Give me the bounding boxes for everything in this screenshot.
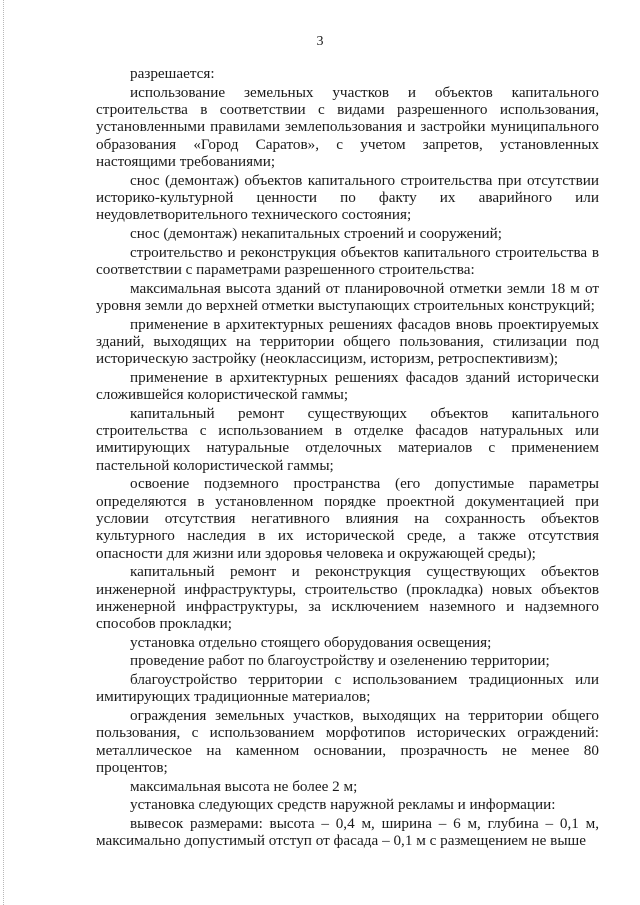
paragraph: максимальная высота не более 2 м;	[130, 777, 358, 795]
paragraph: использование земельных участков и объектов капитального строительства в соответствии с видами разрешенного использования, установленными правилами землепользования и застройки муниципального образования «Город Саратов», с учетом запретов, установленных настоящими требованиями;	[96, 83, 599, 170]
paragraph: проведение работ по благоустройству и озеленению территории;	[130, 652, 550, 670]
paragraph: установка следующих средств наружной рекламы и информации:	[130, 796, 556, 814]
paragraph: строительство и реконструкция объектов капитального строительства в соответствии с параметрами разрешенного строительства:	[96, 243, 599, 278]
paragraph: снос (демонтаж) некапитальных строений и сооружений;	[130, 224, 503, 242]
paragraph: снос (демонтаж) объектов капитального строительства при отсутствии историко-культурной ценности по факту их аварийного или неудовлетворительного технического состояния;	[96, 171, 599, 224]
paragraph: капитальный ремонт существующих объектов капитального строительства с использованием в отделке фасадов натуральных или имитирующих натуральные отделочных материалов с применением пастельной колористической гаммы;	[96, 404, 599, 474]
page-edge-line	[3, 0, 4, 905]
paragraph: применение в архитектурных решениях фасадов зданий исторически сложившейся колористической гаммы;	[96, 368, 599, 404]
paragraph: вывесок размерами: высота – 0,4 м, ширина – 6 м, глубина – 0,1 м, максимально допустимый отступ от фасада – 0,1 м с размещением не выше	[96, 815, 599, 850]
paragraph: разрешается:	[130, 65, 215, 82]
paragraph: максимальная высота зданий от планировочной отметки земли 18 м от уровня земли до верхней отметки выступающих строительных конструкций;	[96, 279, 599, 314]
document-body	[96, 65, 599, 851]
paragraph: благоустройство территории с использованием традиционных или имитирующих традиционные материалов;	[96, 671, 599, 706]
page-number: 3	[316, 34, 324, 49]
paragraph: капитальный ремонт и реконструкция существующих объектов инженерной инфраструктуры, строительство (прокладка) новых объектов инженерной инфраструктуры, за исключением наземного и надземного способов прокладки;	[96, 563, 599, 633]
paragraph: ограждения земельных участков, выходящих на территории общего пользования, с использованием морфотипов исторических ограждений: металлическое на каменном основании, прозрачность не менее 80 процентов;	[96, 707, 599, 777]
paragraph: установка отдельно стоящего оборудования освещения;	[130, 633, 492, 651]
paragraph: применение в архитектурных решениях фасадов вновь проектируемых зданий, выходящих на территории общего пользования, стилизации под историческую застройку (неоклассицизм, историзм, ретроспективизм);	[96, 315, 599, 368]
paragraph: освоение подземного пространства (его допустимые параметры определяются в установленном порядке проектной документацией при условии отсутствия негативного влияния на сохранность объектов культурного наследия в их исторической среде, а также отсутствия опасности для жизни или здоровья человека и окружающей среды);	[96, 475, 599, 562]
